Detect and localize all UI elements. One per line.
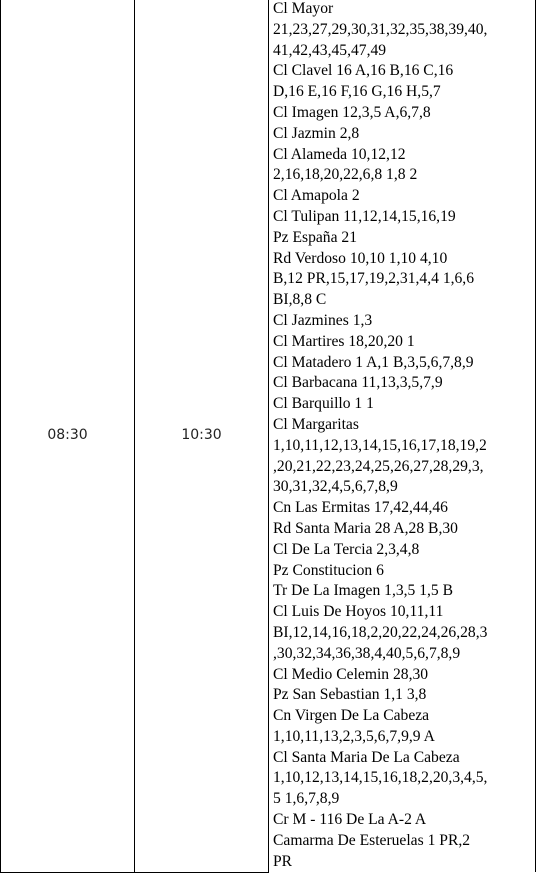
street-line: Cl Alameda 10,12,12 bbox=[273, 145, 406, 163]
street-line: B,12 PR,15,17,19,2,31,4,4 1,6,6 bbox=[273, 270, 475, 288]
streets-cell bbox=[269, 0, 536, 872]
street-line: Cl Mayor bbox=[273, 0, 334, 17]
street-line: Cl Imagen 12,3,5 A,6,7,8 bbox=[273, 103, 431, 121]
street-line: BI,12,14,16,18,2,20,22,24,26,28,3 bbox=[273, 623, 488, 641]
street-line: D,16 E,16 F,16 G,16 H,5,7 bbox=[273, 83, 441, 101]
street-line: Cl Luis De Hoyos 10,11,11 bbox=[273, 603, 444, 621]
street-line: 41,42,43,45,47,49 bbox=[273, 41, 387, 59]
street-line: Cr M - 116 De La A-2 A bbox=[273, 811, 427, 829]
street-line: Pz Constitucion 6 bbox=[273, 561, 384, 579]
street-line: 5 1,6,7,8,9 bbox=[273, 790, 340, 808]
street-line: 1,10,11,13,2,3,5,6,7,9,9 A bbox=[273, 727, 435, 745]
street-line: Cl Barquillo 1 1 bbox=[273, 395, 374, 413]
street-line: Cl Amapola 2 bbox=[273, 187, 360, 205]
street-line: Cn Las Ermitas 17,42,44,46 bbox=[273, 499, 448, 517]
street-line: Camarma De Esteruelas 1 PR,2 bbox=[273, 831, 471, 849]
street-line: Cl Medio Celemin 28,30 bbox=[273, 665, 429, 683]
street-line: 1,10,11,12,13,14,15,16,17,18,19,2 bbox=[273, 436, 487, 454]
end-time-cell: 10:30 bbox=[135, 0, 269, 872]
start-time-cell: 08:30 bbox=[1, 0, 135, 872]
street-line: Cl Tulipan 11,12,14,15,16,19 bbox=[273, 207, 456, 225]
street-line: Cl Martires 18,20,20 1 bbox=[273, 332, 415, 350]
street-line: Pz San Sebastian 1,1 3,8 bbox=[273, 686, 427, 704]
street-line: 30,31,32,4,5,6,7,8,9 bbox=[273, 478, 398, 496]
street-line: Pz España 21 bbox=[273, 228, 358, 246]
street-line: PR bbox=[273, 852, 293, 870]
street-line: Cl Jazmines 1,3 bbox=[273, 311, 373, 329]
street-line: Cl Jazmin 2,8 bbox=[273, 124, 360, 142]
street-line: Tr De La Imagen 1,3,5 1,5 B bbox=[273, 582, 454, 600]
street-line: Rd Verdoso 10,10 1,10 4,10 bbox=[273, 249, 448, 267]
street-line: 2,16,18,20,22,6,8 1,8 2 bbox=[273, 166, 418, 184]
street-line: Cl Barbacana 11,13,3,5,7,9 bbox=[273, 374, 443, 392]
street-line: ,20,21,22,23,24,25,26,27,28,29,3, bbox=[273, 457, 484, 475]
street-line: Cn Virgen De La Cabeza bbox=[273, 707, 430, 725]
street-line: Cl Margaritas bbox=[273, 415, 359, 433]
street-line: 1,10,12,13,14,15,16,18,2,20,3,4,5, bbox=[273, 769, 488, 787]
street-line: 21,23,27,29,30,31,32,35,38,39,40, bbox=[273, 20, 488, 38]
street-line: Cl Clavel 16 A,16 B,16 C,16 bbox=[273, 62, 454, 80]
street-line: Cl Matadero 1 A,1 B,3,5,6,7,8,9 bbox=[273, 353, 474, 371]
street-line: BI,8,8 C bbox=[273, 291, 327, 309]
street-line: Cl Santa Maria De La Cabeza bbox=[273, 748, 460, 766]
street-line: ,30,32,34,36,38,4,40,5,6,7,8,9 bbox=[273, 644, 461, 662]
street-line: Cl De La Tercia 2,3,4,8 bbox=[273, 540, 420, 558]
street-list bbox=[273, 0, 535, 872]
table-row bbox=[1, 0, 536, 872]
street-line: Rd Santa Maria 28 A,28 B,30 bbox=[273, 519, 458, 537]
